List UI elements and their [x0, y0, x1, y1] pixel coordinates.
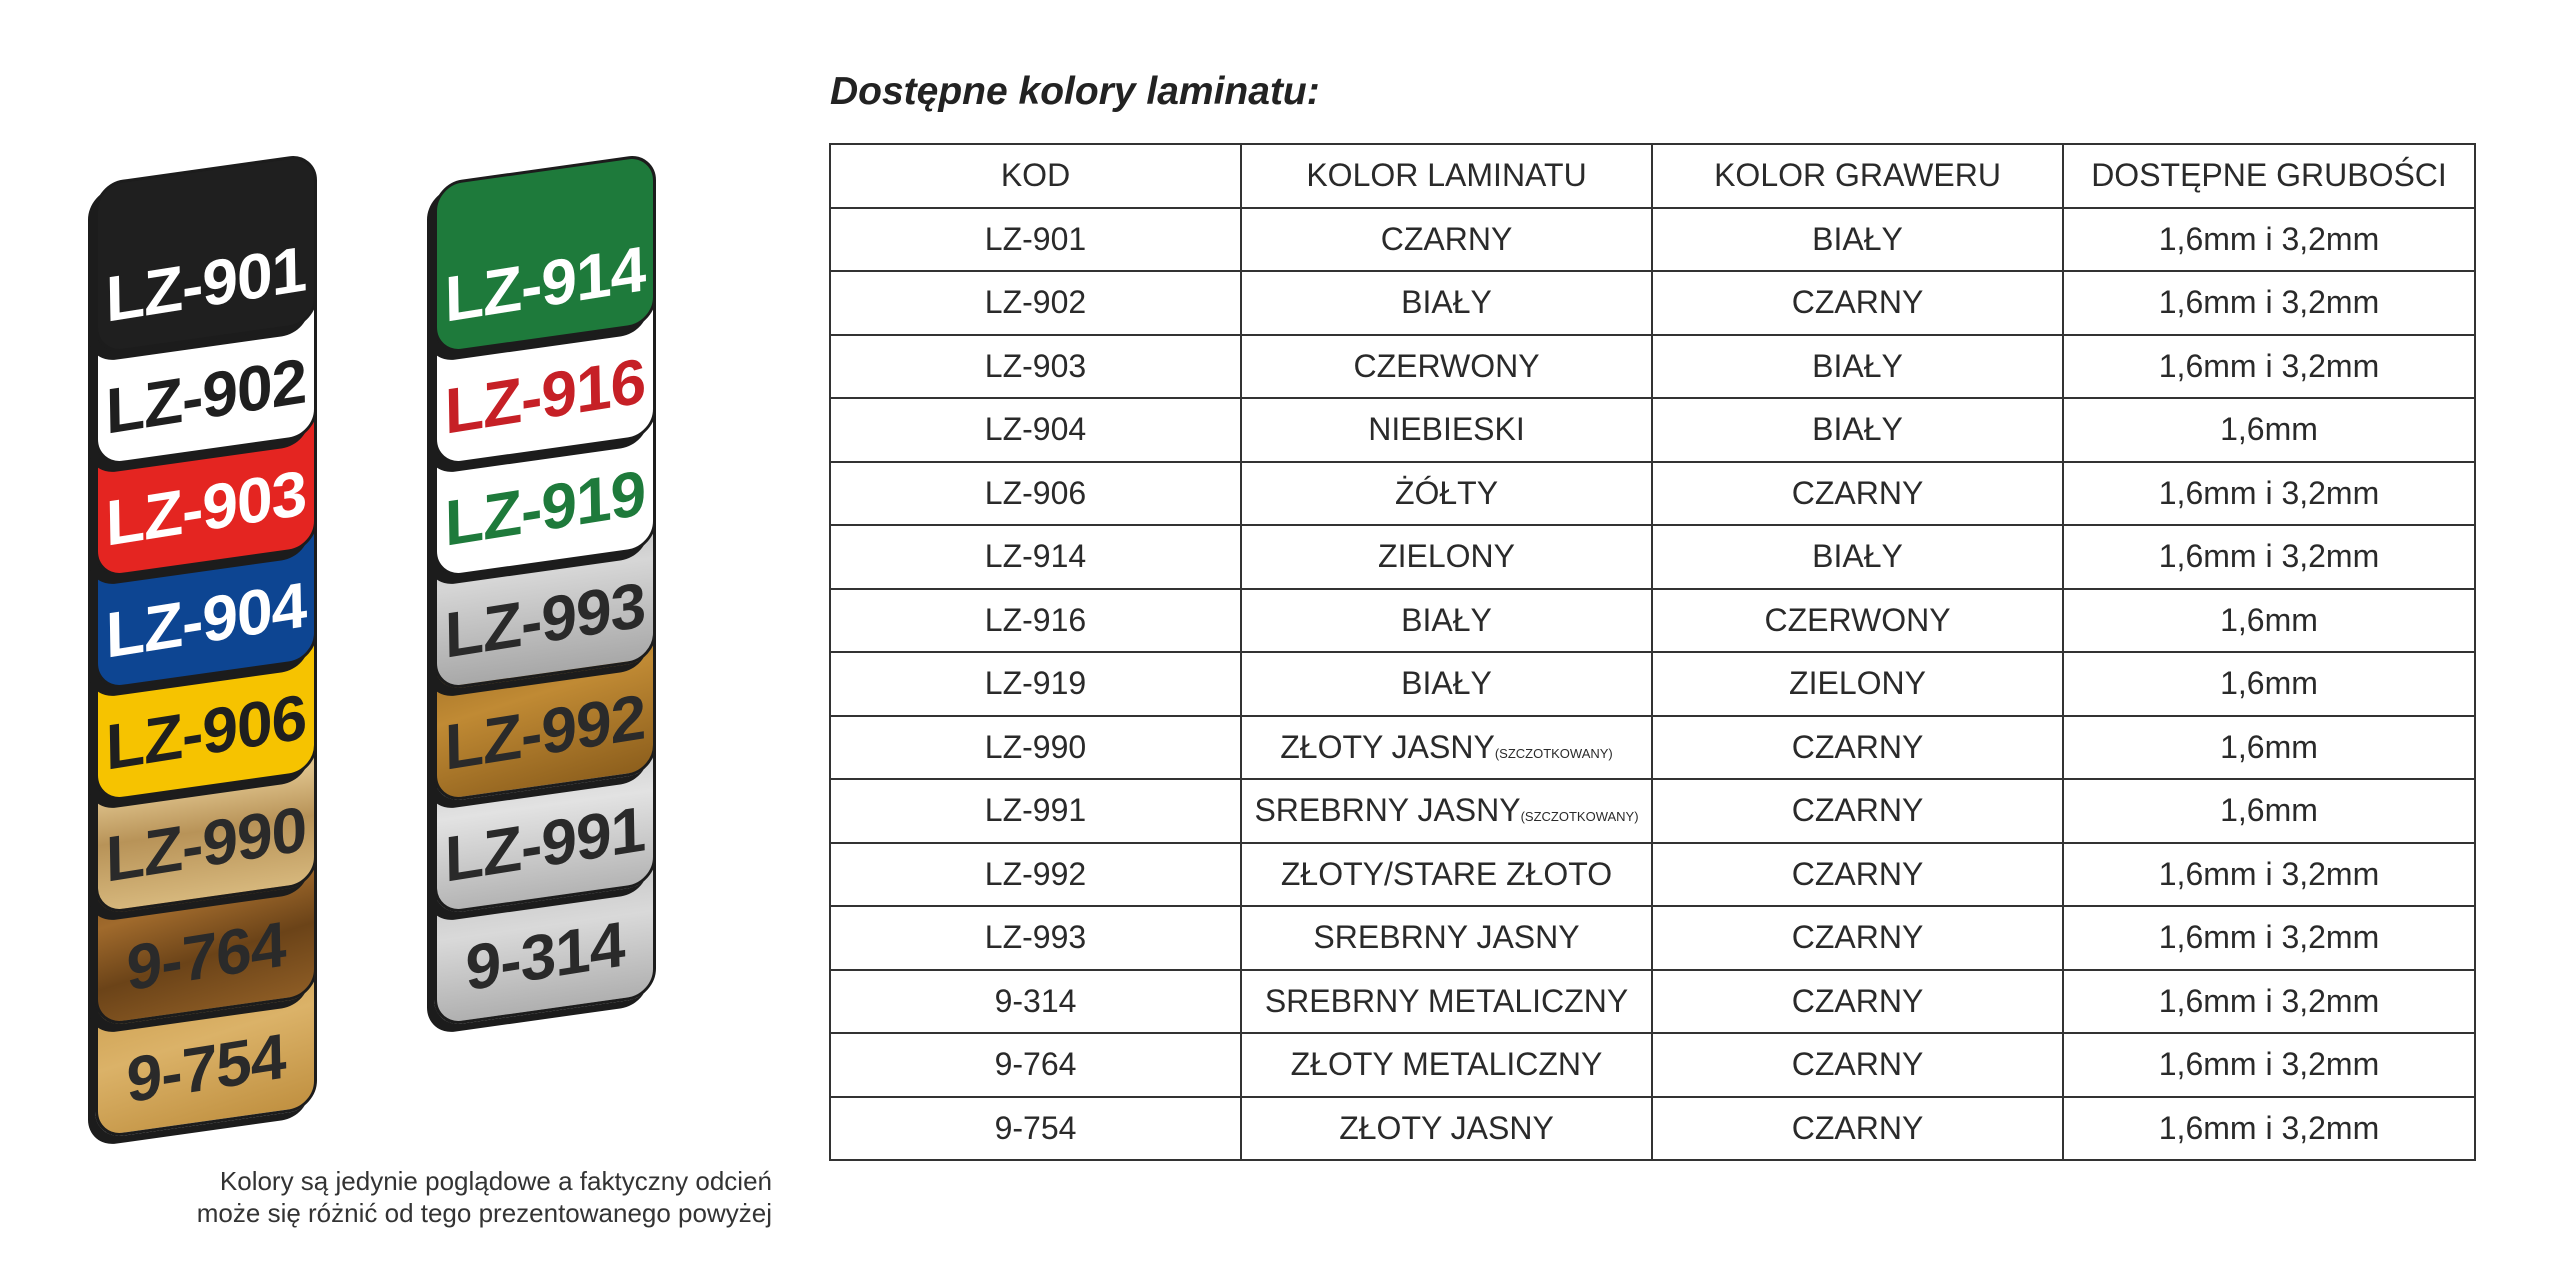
- cell-kod: [830, 335, 1241, 399]
- swatch-label: LZ-991: [444, 792, 646, 896]
- cell-grubosci: [2063, 716, 2475, 780]
- color-swatch: [434, 152, 656, 355]
- cell-kod: [830, 1033, 1241, 1097]
- cell-kolor-graweru-text: CZARNY: [1791, 792, 1924, 829]
- swatch-label: LZ-904: [105, 568, 307, 672]
- cell-kod-text: LZ-991: [984, 792, 1087, 829]
- cell-kod-text: LZ-919: [984, 665, 1087, 702]
- cell-grubosci: [2063, 335, 2475, 399]
- page-title: Dostępne kolory laminatu:: [830, 70, 1320, 113]
- disclaimer-caption: [100, 1165, 772, 1229]
- cell-kolor-laminatu: [1241, 1033, 1652, 1097]
- table-row: [830, 462, 2475, 526]
- cell-grubosci-text: 1,6mm i 3,2mm: [2158, 1109, 2380, 1146]
- cell-kolor-laminatu: [1241, 906, 1652, 970]
- cell-grubosci-text: 1,6mm i 3,2mm: [2158, 474, 2380, 511]
- cell-kod: [830, 906, 1241, 970]
- swatch-label: LZ-901: [105, 232, 307, 336]
- cell-grubosci: [2063, 970, 2475, 1034]
- table-row: [830, 271, 2475, 335]
- cell-kolor-laminatu: [1241, 1097, 1652, 1161]
- cell-kod-text: LZ-902: [984, 284, 1087, 321]
- cell-kolor-laminatu-text: NIEBIESKI: [1368, 411, 1525, 448]
- cell-kolor-graweru-text: ZIELONY: [1789, 665, 1926, 702]
- cell-kolor-graweru: [1652, 462, 2063, 526]
- cell-grubosci-text: 1,6mm: [2220, 792, 2318, 829]
- cell-kod: [830, 525, 1241, 589]
- cell-grubosci-text: 1,6mm i 3,2mm: [2158, 919, 2380, 956]
- cell-kolor-laminatu: [1241, 335, 1652, 399]
- table-header-row: [830, 144, 2475, 208]
- cell-kod: [830, 208, 1241, 272]
- cell-kolor-graweru: [1652, 398, 2063, 462]
- cell-kolor-laminatu: [1241, 843, 1652, 907]
- cell-kolor-graweru-text: CZARNY: [1791, 1109, 1924, 1146]
- cell-kolor-laminatu-text: SREBRNY JASNY: [1313, 919, 1580, 956]
- cell-kod-text: LZ-903: [984, 347, 1087, 384]
- cell-kod-text: LZ-992: [984, 855, 1087, 892]
- cell-grubosci-text: 1,6mm: [2220, 728, 2318, 765]
- cell-grubosci: [2063, 843, 2475, 907]
- cell-kolor-laminatu-text: BIAŁY: [1401, 601, 1492, 638]
- cell-kolor-laminatu-text: BIAŁY: [1401, 284, 1492, 321]
- cell-kolor-graweru-text: BIAŁY: [1812, 347, 1903, 384]
- table-row: [830, 779, 2475, 843]
- cell-kolor-laminatu: [1241, 589, 1652, 653]
- cell-grubosci-text: 1,6mm i 3,2mm: [2158, 538, 2380, 575]
- cell-kod-text: 9-754: [994, 1109, 1077, 1146]
- table-row: [830, 906, 2475, 970]
- cell-kolor-laminatu: [1241, 970, 1652, 1034]
- cell-kolor-laminatu-text: ZŁOTY JASNY: [1280, 728, 1495, 765]
- cell-grubosci-text: 1,6mm i 3,2mm: [2158, 1046, 2380, 1083]
- color-swatch: [95, 152, 317, 355]
- cell-kolor-graweru: [1652, 970, 2063, 1034]
- cell-grubosci: [2063, 525, 2475, 589]
- cell-kod: [830, 652, 1241, 716]
- cell-kolor-laminatu: [1241, 271, 1652, 335]
- finish-note: (SZCZOTKOWANY): [1520, 809, 1639, 825]
- cell-kod: [830, 398, 1241, 462]
- cell-grubosci-text: 1,6mm i 3,2mm: [2158, 855, 2380, 892]
- cell-kolor-graweru: [1652, 1033, 2063, 1097]
- cell-kolor-laminatu-text: ZŁOTY JASNY: [1339, 1109, 1554, 1146]
- cell-kod: [830, 462, 1241, 526]
- cell-kod-text: LZ-990: [984, 728, 1087, 765]
- cell-grubosci: [2063, 652, 2475, 716]
- cell-kod: [830, 779, 1241, 843]
- header-kolor-laminatu: KOLOR LAMINATU: [1241, 144, 1652, 208]
- cell-kolor-laminatu: [1241, 779, 1652, 843]
- swatch-label: LZ-992: [444, 680, 646, 784]
- cell-kolor-graweru: [1652, 716, 2063, 780]
- cell-grubosci: [2063, 589, 2475, 653]
- swatch-label: LZ-990: [105, 792, 307, 896]
- cell-grubosci: [2063, 779, 2475, 843]
- cell-kod-text: LZ-916: [984, 601, 1087, 638]
- cell-kolor-graweru-text: CZERWONY: [1764, 601, 1951, 638]
- table-row: [830, 970, 2475, 1034]
- table-row: [830, 1033, 2475, 1097]
- cell-kolor-laminatu-text: ZIELONY: [1378, 538, 1515, 575]
- table-row: [830, 589, 2475, 653]
- cell-kod-text: 9-314: [994, 982, 1077, 1019]
- table-row: [830, 398, 2475, 462]
- cell-kolor-graweru-text: BIAŁY: [1812, 538, 1903, 575]
- caption-line-2: może się różnić od tego prezentowanego powyżej: [196, 1198, 772, 1228]
- header-kod: KOD: [830, 144, 1241, 208]
- cell-kolor-graweru: [1652, 335, 2063, 399]
- cell-kolor-laminatu-text: SREBRNY METALICZNY: [1264, 982, 1629, 1019]
- cell-kod: [830, 589, 1241, 653]
- swatch-label: LZ-906: [105, 680, 307, 784]
- header-kolor-graweru: KOLOR GRAWERU: [1652, 144, 2063, 208]
- cell-grubosci-text: 1,6mm: [2220, 665, 2318, 702]
- cell-kod-text: 9-764: [994, 1046, 1077, 1083]
- cell-kod: [830, 970, 1241, 1034]
- swatch-label: 9-764: [126, 907, 286, 1005]
- table-row: [830, 208, 2475, 272]
- cell-kolor-graweru: [1652, 589, 2063, 653]
- cell-grubosci: [2063, 1033, 2475, 1097]
- cell-kolor-laminatu: [1241, 208, 1652, 272]
- cell-kolor-graweru-text: BIAŁY: [1812, 220, 1903, 257]
- cell-kod-text: LZ-993: [984, 919, 1087, 956]
- cell-kolor-graweru-text: CZARNY: [1791, 919, 1924, 956]
- laminate-colors-table: [829, 143, 2476, 1161]
- cell-kolor-graweru-text: CZARNY: [1791, 474, 1924, 511]
- cell-kolor-graweru: [1652, 652, 2063, 716]
- cell-grubosci: [2063, 208, 2475, 272]
- table-row: [830, 335, 2475, 399]
- cell-kod-text: LZ-906: [984, 474, 1087, 511]
- swatch-stack-right: [434, 0, 694, 1200]
- cell-kolor-graweru-text: CZARNY: [1791, 284, 1924, 321]
- swatch-label: 9-754: [126, 1019, 286, 1117]
- swatch-stack-left: [95, 0, 355, 1200]
- finish-note: (SZCZOTKOWANY): [1494, 745, 1613, 761]
- cell-kolor-graweru-text: CZARNY: [1791, 728, 1924, 765]
- cell-kolor-laminatu-text: SREBRNY JASNY: [1254, 792, 1521, 829]
- cell-kolor-graweru: [1652, 843, 2063, 907]
- swatch-label: LZ-902: [105, 344, 307, 448]
- table-row: [830, 716, 2475, 780]
- cell-kolor-laminatu: [1241, 462, 1652, 526]
- cell-kolor-laminatu-text: BIAŁY: [1401, 665, 1492, 702]
- cell-kolor-laminatu: [1241, 652, 1652, 716]
- cell-grubosci: [2063, 1097, 2475, 1161]
- cell-kod: [830, 1097, 1241, 1161]
- cell-kod-text: LZ-901: [984, 220, 1087, 257]
- cell-kod: [830, 716, 1241, 780]
- cell-kod-text: LZ-914: [984, 538, 1087, 575]
- cell-kolor-graweru: [1652, 271, 2063, 335]
- table-row: [830, 1097, 2475, 1161]
- cell-grubosci-text: 1,6mm i 3,2mm: [2158, 982, 2380, 1019]
- cell-kolor-graweru: [1652, 1097, 2063, 1161]
- cell-kolor-laminatu: [1241, 525, 1652, 589]
- cell-kolor-graweru-text: CZARNY: [1791, 855, 1924, 892]
- cell-grubosci-text: 1,6mm i 3,2mm: [2158, 347, 2380, 384]
- table-row: [830, 525, 2475, 589]
- cell-grubosci-text: 1,6mm i 3,2mm: [2158, 284, 2380, 321]
- cell-kod: [830, 843, 1241, 907]
- cell-kolor-laminatu-text: ZŁOTY METALICZNY: [1290, 1046, 1603, 1083]
- table-row: [830, 843, 2475, 907]
- cell-kod: [830, 271, 1241, 335]
- swatch-label: LZ-919: [444, 456, 646, 560]
- swatch-label: LZ-916: [444, 344, 646, 448]
- cell-grubosci: [2063, 906, 2475, 970]
- cell-grubosci-text: 1,6mm: [2220, 411, 2318, 448]
- caption-line-1: Kolory są jedynie poglądowe a faktyczny odcień: [219, 1166, 772, 1196]
- header-dostepne-grubosci: DOSTĘPNE GRUBOŚCI: [2063, 144, 2475, 208]
- cell-kolor-graweru-text: CZARNY: [1791, 1046, 1924, 1083]
- cell-grubosci-text: 1,6mm i 3,2mm: [2158, 220, 2380, 257]
- swatch-label: LZ-903: [105, 456, 307, 560]
- cell-kolor-laminatu-text: CZARNY: [1380, 220, 1513, 257]
- cell-kolor-laminatu-text: ŻÓŁTY: [1394, 474, 1499, 511]
- cell-kolor-laminatu: [1241, 716, 1652, 780]
- cell-kolor-graweru: [1652, 525, 2063, 589]
- cell-kolor-laminatu: [1241, 398, 1652, 462]
- cell-grubosci: [2063, 398, 2475, 462]
- cell-kod-text: LZ-904: [984, 411, 1087, 448]
- swatch-label: LZ-993: [444, 568, 646, 672]
- cell-kolor-graweru-text: CZARNY: [1791, 982, 1924, 1019]
- swatch-label: 9-314: [465, 907, 625, 1005]
- cell-kolor-graweru: [1652, 906, 2063, 970]
- table-row: [830, 652, 2475, 716]
- cell-kolor-graweru: [1652, 779, 2063, 843]
- cell-kolor-laminatu-text: CZERWONY: [1353, 347, 1540, 384]
- cell-grubosci-text: 1,6mm: [2220, 601, 2318, 638]
- cell-kolor-graweru: [1652, 208, 2063, 272]
- cell-grubosci: [2063, 462, 2475, 526]
- cell-kolor-laminatu-text: ZŁOTY/STARE ZŁOTO: [1280, 855, 1613, 892]
- cell-kolor-graweru-text: BIAŁY: [1812, 411, 1903, 448]
- cell-grubosci: [2063, 271, 2475, 335]
- swatch-label: LZ-914: [444, 232, 646, 336]
